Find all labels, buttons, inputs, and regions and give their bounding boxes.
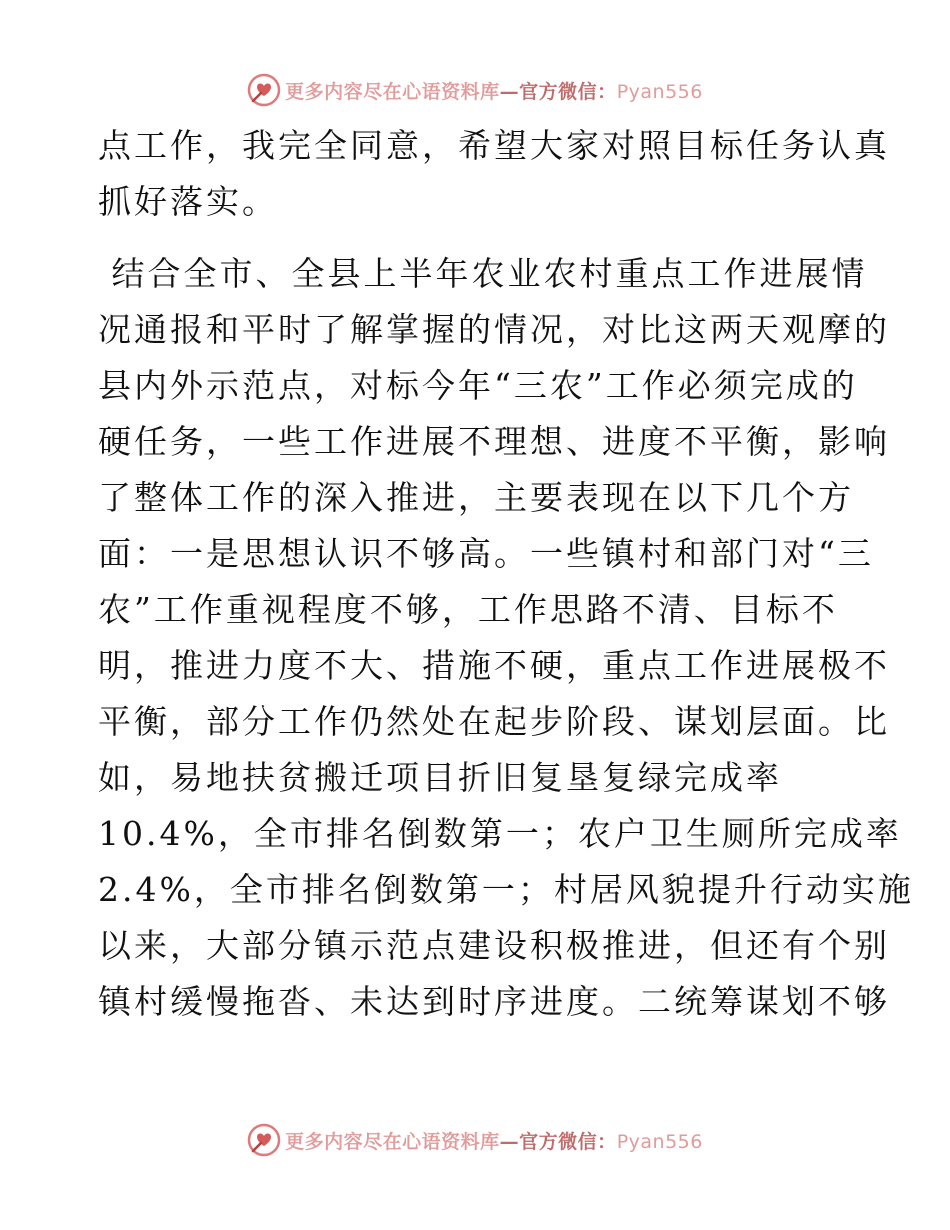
watermark-banner-top xyxy=(0,70,950,110)
text-line: 硬任务，一些工作进展不理想、进度不平衡，影响 xyxy=(98,422,890,461)
paragraph-1 xyxy=(98,118,890,230)
text-line: 镇村缓慢拖沓、未达到时序进度。二统筹谋划不够 xyxy=(98,982,890,1021)
text-line: 结合全市、全县上半年农业农村重点工作进展情 xyxy=(98,254,868,293)
watermark-banner-bottom xyxy=(0,1120,950,1160)
text-line: 了整体工作的深入推进，主要表现在以下几个方 xyxy=(98,478,854,517)
watermark-text: 更多内容尽在心语资料库—官方微信：Pyan556 xyxy=(285,80,703,103)
text-line: 县内外示范点，对标今年“三农”工作必须完成的 xyxy=(98,366,858,405)
text-line: 况通报和平时了解掌握的情况，对比这两天观摩的 xyxy=(98,310,890,349)
watermark-text: 更多内容尽在心语资料库—官方微信：Pyan556 xyxy=(285,1130,703,1153)
text-line: 面：一是思想认识不够高。一些镇村和部门对“三 xyxy=(98,534,874,573)
paragraph-2 xyxy=(98,246,914,1030)
text-line: 点工作，我完全同意，希望大家对照目标任务认真 xyxy=(98,126,890,165)
text-line: 平衡，部分工作仍然处在起步阶段、谋划层面。比 xyxy=(98,702,890,741)
heart-pen-logo-icon xyxy=(247,1123,281,1157)
document-body xyxy=(98,118,914,1030)
text-line: 明，推进力度不大、措施不硬，重点工作进展极不 xyxy=(98,646,890,685)
text-line: 10.4%，全市排名倒数第一；农户卫生厕所完成率 xyxy=(98,814,902,853)
heart-pen-logo-icon xyxy=(247,73,281,107)
text-line: 农”工作重视程度不够，工作思路不清、目标不 xyxy=(98,590,838,629)
text-line: 如，易地扶贫搬迁项目折旧复垦复绿完成率 xyxy=(98,758,782,797)
text-line: 抓好落实。 xyxy=(98,182,278,221)
text-line: 2.4%，全市排名倒数第一；村居风貌提升行动实施 xyxy=(98,870,914,909)
text-line: 以来，大部分镇示范点建设积极推进，但还有个别 xyxy=(98,926,890,965)
